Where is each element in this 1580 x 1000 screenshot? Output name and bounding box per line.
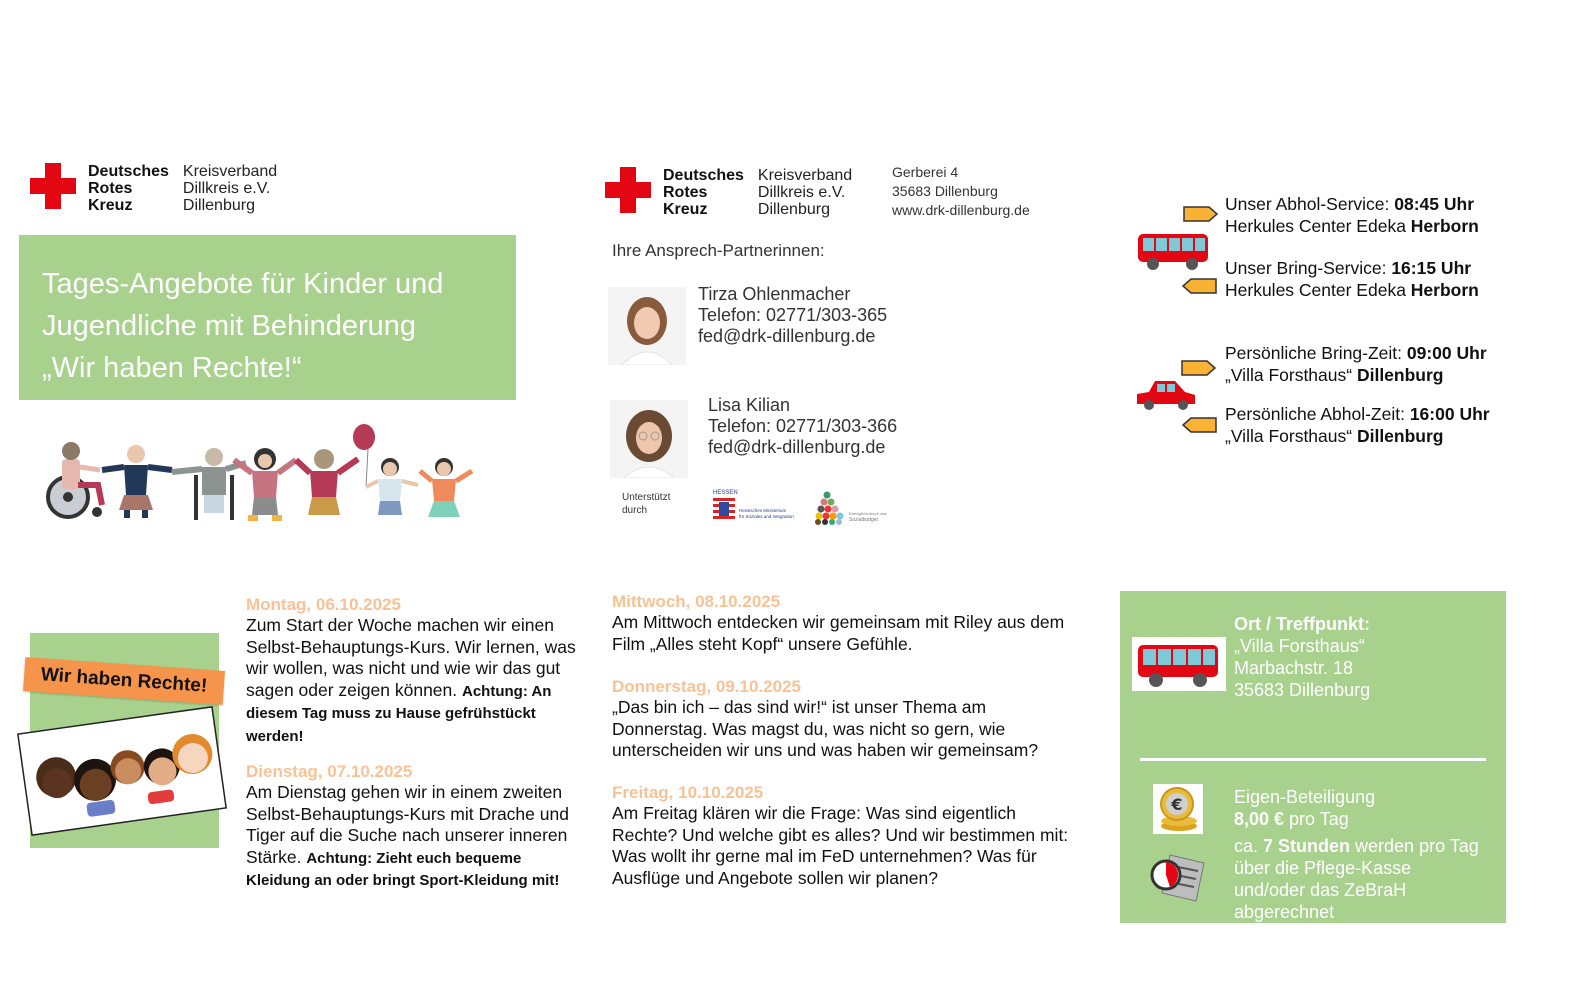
title-line: Tages-Angebote für Kinder und: [42, 268, 444, 300]
arrow-right-sign-icon: [1182, 205, 1220, 223]
ministry-line: für Soziales und Integration: [739, 514, 794, 519]
branch-line: Dillenburg: [182, 197, 255, 214]
hessen-ministry-logo: [713, 490, 808, 526]
supported-by-label: [622, 491, 670, 517]
drk-wordmark: [663, 167, 744, 218]
rights-banner-text: Wir haben Rechte!: [40, 664, 208, 697]
car-pickup-info: [1225, 404, 1490, 447]
day-wednesday: [612, 592, 1077, 655]
child-7: [420, 458, 472, 517]
contact-name: Lisa Kilian: [708, 395, 791, 415]
children-illustration: [40, 415, 480, 525]
bus-icon: [1132, 637, 1226, 691]
sozialbudget-logo: [815, 491, 885, 525]
day-tuesday: [246, 762, 576, 892]
service-label: Unser Bring-Service:: [1225, 258, 1392, 278]
service-time: 09:00 Uhr: [1406, 343, 1487, 363]
svg-text:€: €: [1171, 795, 1183, 814]
service-time: 16:15 Uhr: [1391, 258, 1472, 278]
service-place: „Villa Forsthaus“: [1225, 425, 1357, 446]
logo-line: Rotes: [663, 184, 708, 201]
service-place: „Villa Forsthaus“: [1225, 364, 1357, 385]
service-city: Herborn: [1410, 279, 1479, 300]
contact-phone[interactable]: Telefon: 02771/303-366: [708, 416, 898, 436]
contact-email[interactable]: fed@drk-dillenburg.de: [708, 437, 886, 457]
fee-amount: 8,00 €: [1234, 809, 1285, 829]
day-description: „Das bin ich – das sind wir!“ ist unser Thema am Donnerstag. Was magst du, was nicht so gern, wie unterscheiden wir uns und was haben wir gemeinsam?: [612, 697, 1039, 760]
branch-line: Dillkreis e.V.: [757, 184, 846, 201]
day-heading: Dienstag, 07.10.2025: [246, 762, 413, 781]
logo-line: Kreuz: [663, 201, 708, 218]
branch-line: Dillenburg: [757, 201, 830, 218]
drk-logo-left: [30, 163, 277, 214]
day-heading: Mittwoch, 08.10.2025: [612, 592, 781, 611]
service-label: Persönliche Bring-Zeit:: [1225, 343, 1407, 363]
hours-suffix: werden pro Tag: [1350, 836, 1479, 856]
ministry-line: Hessisches Ministerium: [739, 508, 787, 513]
day-description: Am Mittwoch entdecken wir gemeinsam mit Riley aus dem Film „Alles steht Kopf“ unsere Gefühle.: [612, 612, 1065, 654]
day-thursday: [612, 677, 1077, 762]
title-line: „Wir haben Rechte!“: [42, 352, 302, 384]
car-dropoff-info: [1225, 343, 1487, 386]
clock-document-icon: [1150, 851, 1206, 903]
fee-suffix: pro Tag: [1284, 809, 1349, 829]
sozialbudget-text: [849, 511, 887, 523]
address-block: [892, 163, 1030, 220]
service-city: Dillenburg: [1356, 364, 1444, 385]
contact-name: Tirza Ohlenmacher: [698, 284, 851, 304]
day-description: Am Dienstag gehen wir in einem zweiten Selbst-Behauptungs-Kurs mit Drache und Tiger auf die Suche nach unserer inneren Stärke.: [246, 782, 569, 867]
day-monday: [246, 595, 576, 747]
title-box: [19, 235, 516, 400]
info-box: [1120, 591, 1506, 923]
day-text: [246, 615, 576, 747]
meeting-point: [1234, 613, 1370, 701]
logo-line: Kreuz: [88, 197, 133, 214]
day-friday: [612, 783, 1077, 889]
supported-line: durch: [622, 505, 648, 516]
divider: [1140, 758, 1486, 761]
day-description: Zum Start der Woche machen wir einen Selbst-Behauptungs-Kurs. Wir lernen, was wir wollen, was nicht und wie wir das gut sagen oder zeigen können.: [246, 615, 576, 700]
day-description: Am Freitag klären wir die Frage: Was sind eigentlich Rechte? Und welche gibt es alles? Und wir bestimmen mit: Was wollt ihr gerne mal im FeD unternehmen? Was für Ausflüge und Angebote sollen wir planen?: [612, 803, 1069, 888]
day-text: [246, 782, 576, 892]
day-heading: Donnerstag, 09.10.2025: [612, 677, 801, 696]
service-place: Herkules Center Edeka: [1225, 215, 1411, 236]
drk-wordmark: [88, 163, 169, 214]
meeting-point-line: Marbachstr. 18: [1234, 658, 1354, 678]
child-2: [102, 445, 172, 518]
meeting-point-line: 35683 Dillenburg: [1234, 680, 1371, 700]
bus-dropoff-info: [1225, 258, 1479, 301]
child-with-balloon: [353, 424, 418, 515]
euro-coin-icon: [1153, 784, 1203, 834]
meeting-point-line: „Villa Forsthaus“: [1234, 636, 1365, 656]
hours-line: abgerechnet: [1234, 902, 1335, 922]
arrow-right-sign-icon: [1180, 359, 1218, 377]
hours-value: 7 Stunden: [1263, 836, 1351, 856]
branch-name: [758, 167, 852, 218]
red-cross-icon: [30, 163, 76, 209]
day-heading: Freitag, 10.10.2025: [612, 783, 764, 802]
supported-line: Unterstützt: [622, 492, 671, 503]
service-label: Persönliche Abhol-Zeit:: [1225, 404, 1410, 424]
service-time: 16:00 Uhr: [1409, 404, 1490, 424]
day-heading: Montag, 06.10.2025: [246, 595, 401, 614]
title-line: Jugendliche mit Behinderung: [42, 310, 417, 342]
hessen-crest-icon: [713, 498, 735, 522]
service-city: Dillenburg: [1356, 425, 1444, 446]
contact-phone[interactable]: Telefon: 02771/303-365: [698, 305, 888, 325]
sozialbudget-line: Ermöglicht durch das: [849, 511, 887, 516]
page-title: [42, 263, 443, 389]
meeting-point-heading: Ort / Treffpunkt:: [1234, 614, 1370, 634]
hours-info: [1234, 835, 1479, 923]
bus-pickup-info: [1225, 194, 1479, 237]
address-city: 35683 Dillenburg: [892, 183, 998, 199]
contacts-label: Ihre Ansprech-Partnerinnen:: [612, 241, 825, 260]
hours-prefix: ca.: [1234, 836, 1264, 856]
hours-line: über die Pflege-Kasse: [1234, 858, 1412, 878]
child-5: [296, 449, 358, 515]
arrow-left-sign-icon: [1180, 277, 1218, 295]
red-cross-icon: [605, 167, 651, 213]
day-note: Achtung: Zieht euch bequeme Kleidung an oder bringt Sport-Kleidung mit!: [246, 849, 560, 889]
logo-line: Rotes: [88, 180, 133, 197]
car-icon: [1135, 378, 1199, 412]
service-time: 08:45 Uhr: [1394, 194, 1475, 214]
sozialbudget-line: Sozialbudget: [849, 517, 878, 523]
hours-line: und/oder das ZeBraH: [1234, 880, 1407, 900]
logo-line: Deutsches: [88, 163, 169, 180]
website-link[interactable]: www.drk-dillenburg.de: [892, 202, 1030, 218]
branch-line: Dillkreis e.V.: [182, 180, 271, 197]
service-city: Herborn: [1410, 215, 1479, 236]
bus-icon: [1136, 232, 1212, 274]
arrow-left-sign-icon: [1180, 416, 1218, 434]
branch-line: Kreisverband: [182, 163, 278, 180]
logo-line: Deutsches: [663, 167, 744, 184]
child-4: [234, 448, 296, 521]
hessen-label: HESSEN: [713, 490, 738, 496]
sozialbudget-dots-icon: [815, 491, 847, 525]
drk-logo-center: [605, 167, 852, 218]
child-wheelchair-1: [48, 442, 102, 517]
address-street: Gerberei 4: [892, 164, 959, 180]
contact-tirza: [698, 284, 887, 347]
contact-email[interactable]: fed@drk-dillenburg.de: [698, 326, 876, 346]
contact-photo-tirza: [608, 287, 686, 365]
hessen-ministry-text: [739, 508, 794, 520]
contact-lisa: [708, 395, 897, 458]
contact-photo-lisa: [610, 400, 688, 478]
service-label: Unser Abhol-Service:: [1225, 194, 1395, 214]
fee-info: [1234, 786, 1375, 830]
children-faces-illustration: [16, 706, 228, 836]
branch-name: [183, 163, 277, 214]
day-note: Achtung: An diesem Tag muss zu Hause gefrühstückt werden!: [246, 682, 552, 745]
branch-line: Kreisverband: [757, 167, 853, 184]
service-place: Herkules Center Edeka: [1225, 279, 1411, 300]
fee-label: Eigen-Beteiligung: [1234, 787, 1376, 807]
